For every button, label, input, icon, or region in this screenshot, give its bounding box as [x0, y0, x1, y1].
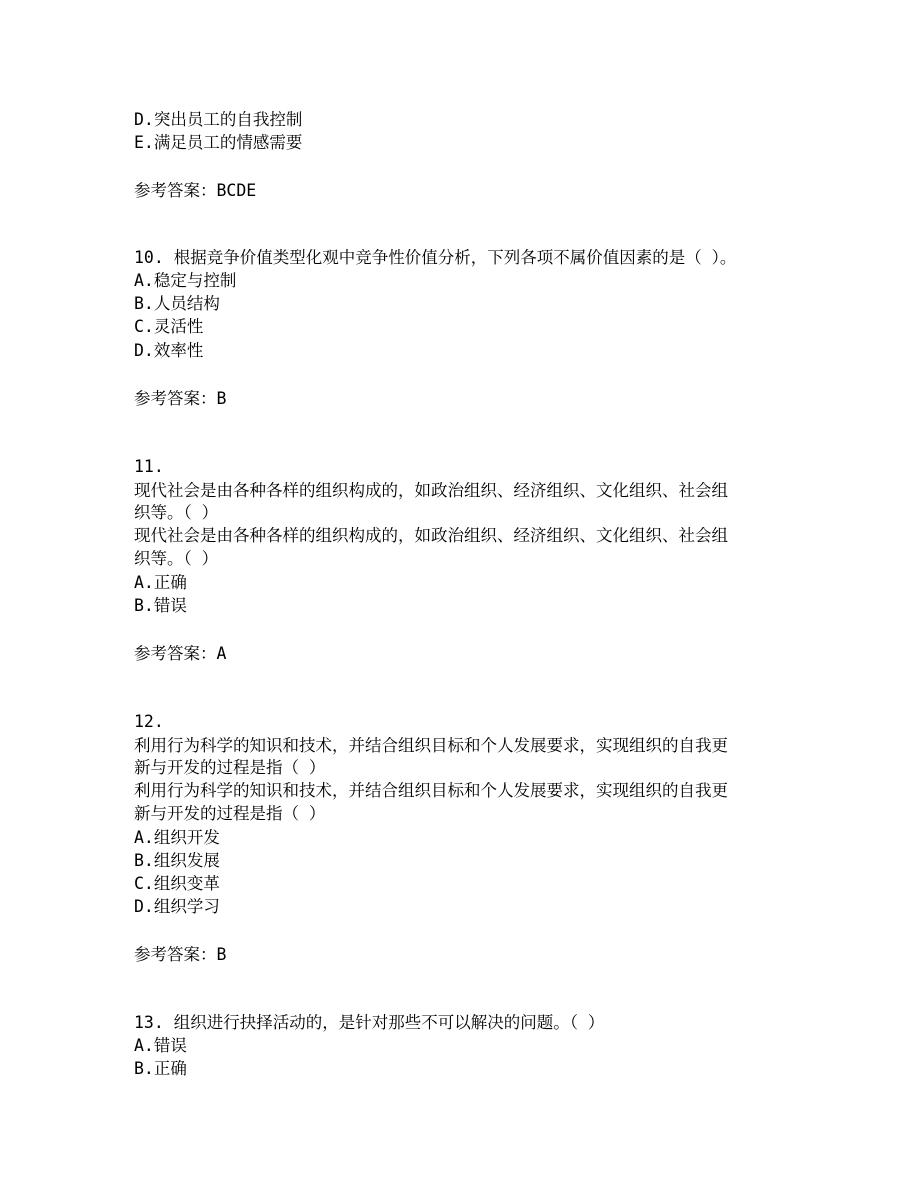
question-12-stem-line: 利用行为科学的知识和技术，并结合组织目标和个人发展要求，实现组织的自我更	[134, 736, 728, 755]
question-12-answer: 参考答案：B	[134, 945, 227, 964]
question-12-stem-line: 新与开发的过程是指（ ）	[134, 758, 326, 777]
question-10-answer: 参考答案：B	[134, 389, 227, 408]
question-10-option-a: A.稳定与控制	[134, 271, 237, 290]
question-11-stem-line: 现代社会是由各种各样的组织构成的，如政治组织、经济组织、文化组织、社会组	[134, 526, 728, 545]
question-11-option-a: A.正确	[134, 573, 187, 592]
question-11-stem-line: 织等。（ ）	[134, 503, 219, 522]
question-12-number: 12.	[134, 712, 164, 731]
question-10-stem: 10. 根据竞争价值类型化观中竞争性价值分析，下列各项不属价值因素的是（ ）。	[134, 248, 737, 267]
question-11-option-b: B.错误	[134, 596, 187, 615]
option-e: E.满足员工的情感需要	[134, 133, 303, 152]
question-11-answer: 参考答案：A	[134, 644, 227, 663]
question-12-option-d: D.组织学习	[134, 897, 220, 916]
question-11-stem-line: 现代社会是由各种各样的组织构成的，如政治组织、经济组织、文化组织、社会组	[134, 481, 728, 500]
question-10-option-c: C.灵活性	[134, 317, 204, 336]
option-d: D.突出员工的自我控制	[134, 110, 303, 129]
question-10-option-b: B.人员结构	[134, 294, 220, 313]
question-10-option-d: D.效率性	[134, 341, 204, 360]
question-13-stem: 13. 组织进行抉择活动的，是针对那些不可以解决的问题。（ ）	[134, 1013, 605, 1032]
question-11-number: 11.	[134, 457, 164, 476]
answer-label: 参考答案：BCDE	[134, 181, 257, 200]
question-12-option-c: C.组织变革	[134, 874, 220, 893]
question-12-stem-line: 新与开发的过程是指（ ）	[134, 804, 326, 823]
question-12-stem-line: 利用行为科学的知识和技术，并结合组织目标和个人发展要求，实现组织的自我更	[134, 781, 728, 800]
question-13-option-a: A.错误	[134, 1036, 187, 1055]
question-11-stem-line: 织等。（ ）	[134, 549, 219, 568]
question-13-option-b: B.正确	[134, 1059, 187, 1078]
question-12-option-a: A.组织开发	[134, 828, 220, 847]
question-12-option-b: B.组织发展	[134, 851, 220, 870]
